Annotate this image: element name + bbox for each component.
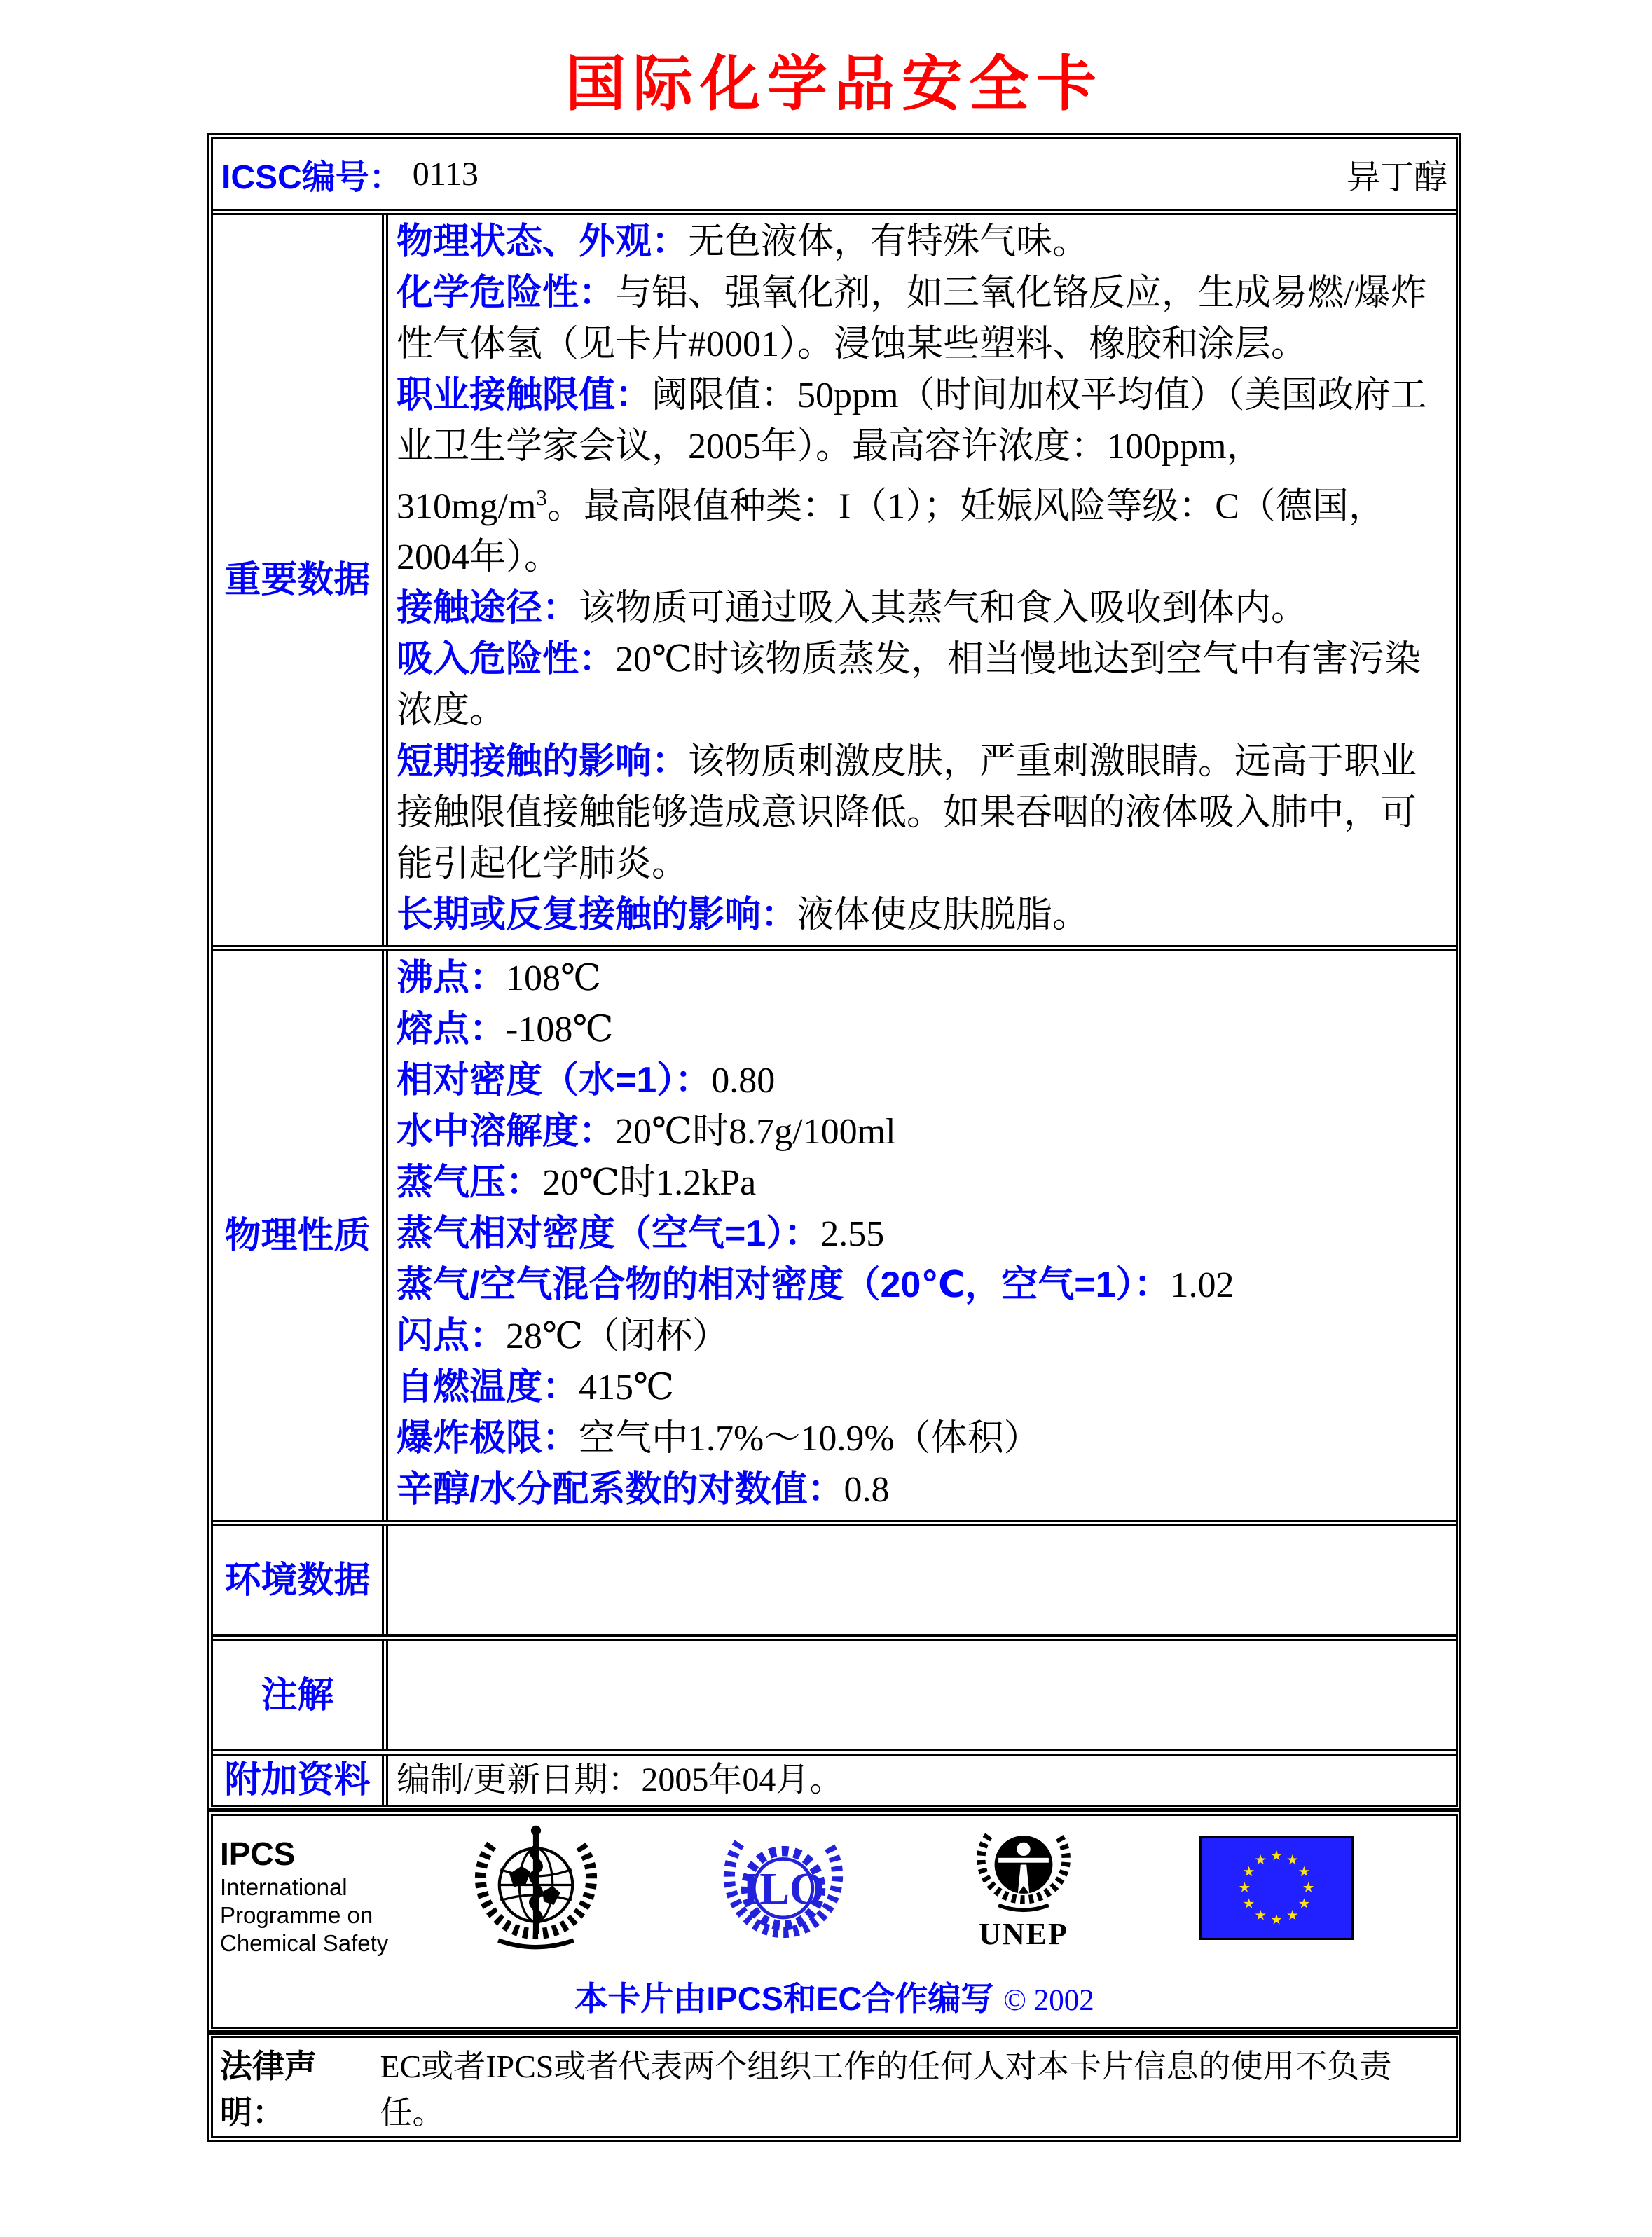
field-value: 2.55: [820, 1214, 885, 1255]
important-data-content: [388, 215, 1456, 945]
ipcs-text-block: [220, 1834, 388, 1957]
field-value: -108℃: [506, 1010, 614, 1050]
field-label: 短期接触的影响：: [397, 741, 689, 783]
field-value: 108℃: [506, 958, 602, 999]
caption-text: 本卡片由IPCS和EC合作编写: [574, 1980, 994, 2018]
footer-logos-box: [207, 1810, 1461, 2032]
field-label: 爆炸极限：: [397, 1418, 579, 1459]
field-label: 闪点：: [397, 1316, 507, 1357]
field-value-post: 。最高限值种类：I（1）；妊娠风险等级：C（德国，2004年）。: [397, 486, 1385, 578]
environmental-data-content: [388, 1526, 1456, 1634]
unep-logo-icon: [965, 1820, 1082, 1917]
vapour-air-mixture-density-line: [397, 1260, 1447, 1311]
auto-ignition-temperature-line: [397, 1362, 1447, 1413]
short-term-effects-line: [397, 736, 1447, 890]
water-solubility-line: [397, 1106, 1447, 1157]
melting-point-line: [397, 1004, 1447, 1055]
physical-state-line: [397, 216, 1447, 268]
icsc-number-value: 0113: [412, 155, 479, 193]
section-label-text: 注解: [261, 1674, 334, 1716]
field-value: 1.02: [1170, 1265, 1234, 1306]
field-label: 熔点：: [397, 1009, 507, 1050]
vapour-density-line: [397, 1209, 1447, 1260]
additional-info-content: [388, 1761, 1456, 1800]
field-label: 吸入危险性：: [397, 639, 616, 680]
field-label: 水中溶解度：: [397, 1111, 616, 1152]
section-label-text: 重要数据: [224, 560, 371, 601]
section-label-environmental-data: [213, 1526, 388, 1634]
octanol-water-partition-line: [397, 1464, 1447, 1515]
logos-row: [213, 1820, 1456, 1963]
notes-content: [388, 1641, 1456, 1749]
field-value: 20℃时8.7g/100ml: [615, 1112, 896, 1152]
ipcs-line-1: International: [220, 1874, 347, 1901]
notes-row: [213, 1634, 1456, 1749]
field-label: 相对密度（水=1）：: [397, 1060, 712, 1101]
unep-logo-block: [964, 1820, 1083, 1952]
page-title: 国际化学品安全卡: [565, 50, 1103, 118]
icsc-number-label: ICSC编号：: [221, 158, 403, 196]
section-label-text: 物理性质: [224, 1215, 371, 1256]
legal-notice-label: 法律声明：: [220, 2048, 317, 2131]
legal-notice-text: EC或者IPCS或者代表两个组织工作的任何人对本卡片信息的使用不负责任。: [380, 2049, 1392, 2131]
inhalation-risk-line: [397, 634, 1447, 736]
section-label-text: 附加资料: [224, 1760, 371, 1801]
caption-copyright: © 2002: [1003, 1984, 1094, 2018]
header-row: [213, 139, 1456, 209]
field-label: 职业接触限值：: [397, 375, 652, 415]
section-label-notes: [213, 1641, 388, 1749]
field-label: 化学危险性：: [397, 273, 616, 313]
relative-density-line: [397, 1055, 1447, 1106]
chemical-name: 异丁醇: [1346, 158, 1447, 196]
field-value: 液体使皮肤脱脂。: [797, 895, 1089, 936]
field-value: 该物质刺激皮肤，严重刺激眼睛。远高于职业接触限值接触能够造成意识降低。如果吞咽的液体吸入肺中，可能引起化学肺炎。: [397, 742, 1417, 885]
field-value: 0.8: [844, 1470, 890, 1510]
long-term-effects-line: [397, 890, 1447, 941]
field-label: 长期或反复接触的影响：: [397, 895, 798, 936]
legal-notice-box: [207, 2032, 1461, 2142]
important-data-row: [213, 209, 1456, 945]
ipcs-acronym: IPCS: [220, 1836, 296, 1873]
eu-flag-icon: [1199, 1836, 1354, 1940]
field-label: 蒸气压：: [397, 1162, 543, 1204]
ipcs-line-2: Programme on: [220, 1902, 373, 1929]
physical-properties-content: [388, 951, 1456, 1520]
field-value: 0.80: [711, 1061, 776, 1101]
section-label-text: 环境数据: [224, 1560, 371, 1601]
vapour-pressure-line: [397, 1157, 1447, 1209]
superscript-3: 3: [536, 486, 547, 510]
field-value: 20℃时1.2kPa: [542, 1163, 757, 1204]
who-logo-icon: [469, 1822, 603, 1962]
field-value: 415℃: [579, 1368, 675, 1408]
update-date-line: 编制/更新日期：2005年04月。: [397, 1761, 844, 1799]
field-value: 无色液体，有特殊气味。: [688, 222, 1089, 262]
field-value: 空气中1.7%～10.9%（体积）: [579, 1419, 1040, 1459]
section-label-physical-properties: [213, 951, 388, 1520]
field-label: 自燃温度：: [397, 1367, 579, 1408]
flash-point-line: [397, 1311, 1447, 1362]
field-label: 接触途径：: [397, 588, 579, 629]
field-label: 沸点：: [397, 958, 507, 999]
main-table: [207, 133, 1461, 1810]
field-label: 蒸气相对密度（空气=1）：: [397, 1213, 821, 1255]
additional-info-row: [213, 1749, 1456, 1805]
field-value: 该物质可通过吸入其蒸气和食入吸收到体内。: [579, 588, 1308, 629]
field-value: 28℃（闭杯）: [506, 1316, 729, 1357]
ipcs-line-3: Chemical Safety: [220, 1930, 389, 1957]
field-value: 与铝、强氧化剂，如三氧化铬反应，生成易燃/爆炸性气体氢（见卡片#0001）。浸蚀某些塑料、橡胶和涂层。: [397, 273, 1427, 364]
field-label: 辛醇/水分配系数的对数值：: [397, 1469, 844, 1510]
field-label: 物理状态、外观：: [397, 221, 689, 262]
environmental-data-row: [213, 1520, 1456, 1634]
physical-properties-row: [213, 945, 1456, 1520]
chemical-dangers-line: [397, 268, 1447, 370]
ilo-logo-icon: [720, 1823, 846, 1960]
routes-of-exposure-line: [397, 583, 1447, 634]
field-value-pre: 阈限值：50ppm（时间加权平均值）（美国政府工业卫生学家会议，2005年）。最高容许浓度：100ppm，310mg/m: [397, 376, 1427, 527]
footer-caption: [213, 1973, 1456, 2020]
occupational-exposure-limits-line: [397, 370, 1447, 583]
ilo-letters: ILO: [742, 1864, 825, 1915]
section-label-important-data: [213, 215, 388, 945]
field-value: 20℃时该物质蒸发，相当慢地达到空气中有害污染浓度。: [397, 640, 1422, 731]
explosive-limits-line: [397, 1413, 1447, 1464]
field-label: 蒸气/空气混合物的相对密度（20℃，空气=1）：: [397, 1265, 1171, 1306]
unep-word: UNEP: [979, 1917, 1068, 1952]
boiling-point-line: [397, 953, 1447, 1004]
section-label-additional-info: [213, 1756, 388, 1805]
